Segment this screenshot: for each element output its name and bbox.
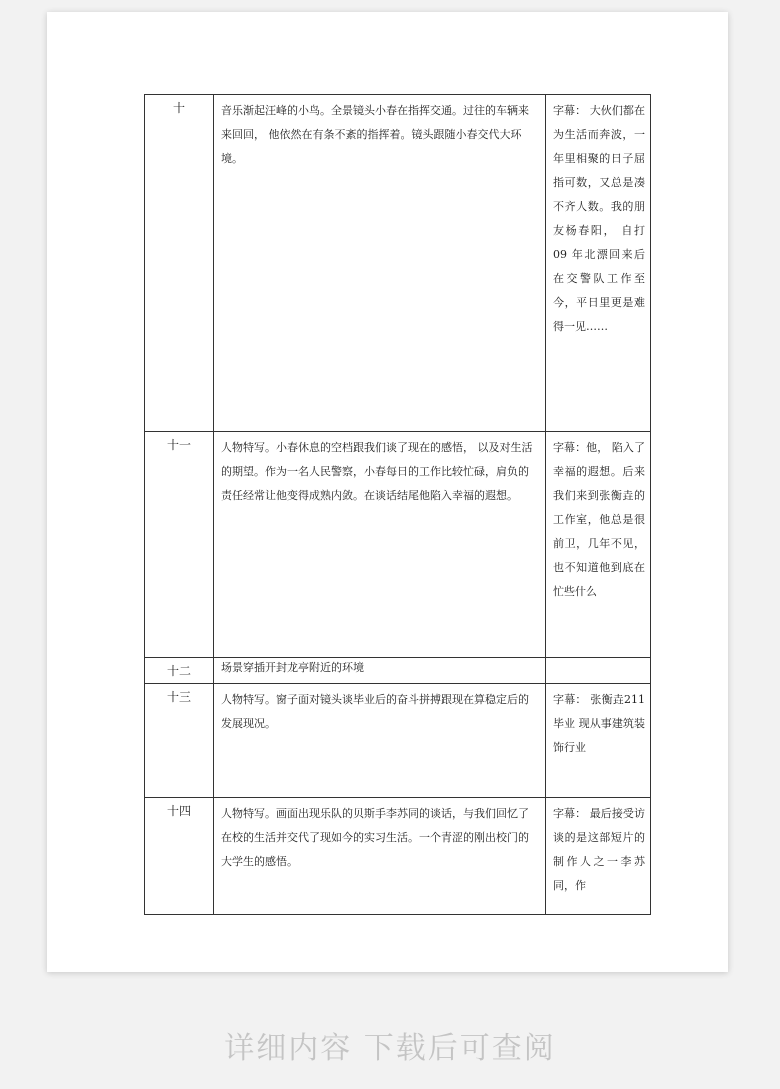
table-row [145,432,651,658]
document-page [47,12,728,972]
scene-description: 场景穿插开封龙亭附近的环境 [214,658,546,684]
scene-number-cell [145,684,214,798]
scene-caption: 字幕： 张衡垚211 毕业 现从事建筑装饰行业 [546,684,651,798]
scene-number: 十 [172,101,185,115]
download-prompt: 详细内容 下载后可查阅 [224,1031,556,1066]
scene-number-cell [145,432,214,658]
scene-description: 人物特写。画面出现乐队的贝斯手李苏同的谈话，与我们回忆了在校的生活并交代了现如今的实习生活。一个青涩的刚出校门的大学生的感悟。 [214,798,546,915]
scene-description: 音乐渐起汪峰的小鸟。全景镜头小春在指挥交通。过往的车辆来来回回， 他依然在有条不紊的指挥着。镜头跟随小春交代大环境。 [214,95,546,432]
scene-number: 十二 [166,664,191,678]
scene-number: 十四 [166,804,191,818]
table-row [145,684,651,798]
scene-caption: 字幕： 大伙们都在为生活而奔波，一年里相聚的日子屈指可数，又总是凑不齐人数。我的朋友杨春阳， 自打09 年北漂回来后在交警队工作至今，平日里更是难得一见…… [546,95,651,432]
scene-caption: 字幕：他， 陷入了幸福的遐想。后来我们来到张衡垚的工作室，他总是很前卫，几年不见，也不知道他到底在忙些什么 [546,432,651,658]
scene-number: 十一 [166,438,191,452]
scene-number-cell [145,798,214,915]
scene-number: 十三 [166,690,191,704]
storyboard-table [144,94,651,915]
scene-number-cell [145,658,214,684]
scene-description: 人物特写。小春休息的空档跟我们谈了现在的感悟， 以及对生活的期望。作为一名人民警察，小春每日的工作比较忙碌，肩负的责任经常让他变得成熟内敛。在谈话结尾他陷入幸福的遐想。 [214,432,546,658]
table-row [145,658,651,684]
table-row [145,95,651,432]
scene-description: 人物特写。窗子面对镜头谈毕业后的奋斗拼搏跟现在算稳定后的发展现况。 [214,684,546,798]
table-row [145,798,651,915]
scene-caption: 字幕： 最后接受访谈的是这部短片的制作人之一李苏同，作 [546,798,651,915]
scene-caption [546,658,651,684]
scene-number-cell [145,95,214,432]
